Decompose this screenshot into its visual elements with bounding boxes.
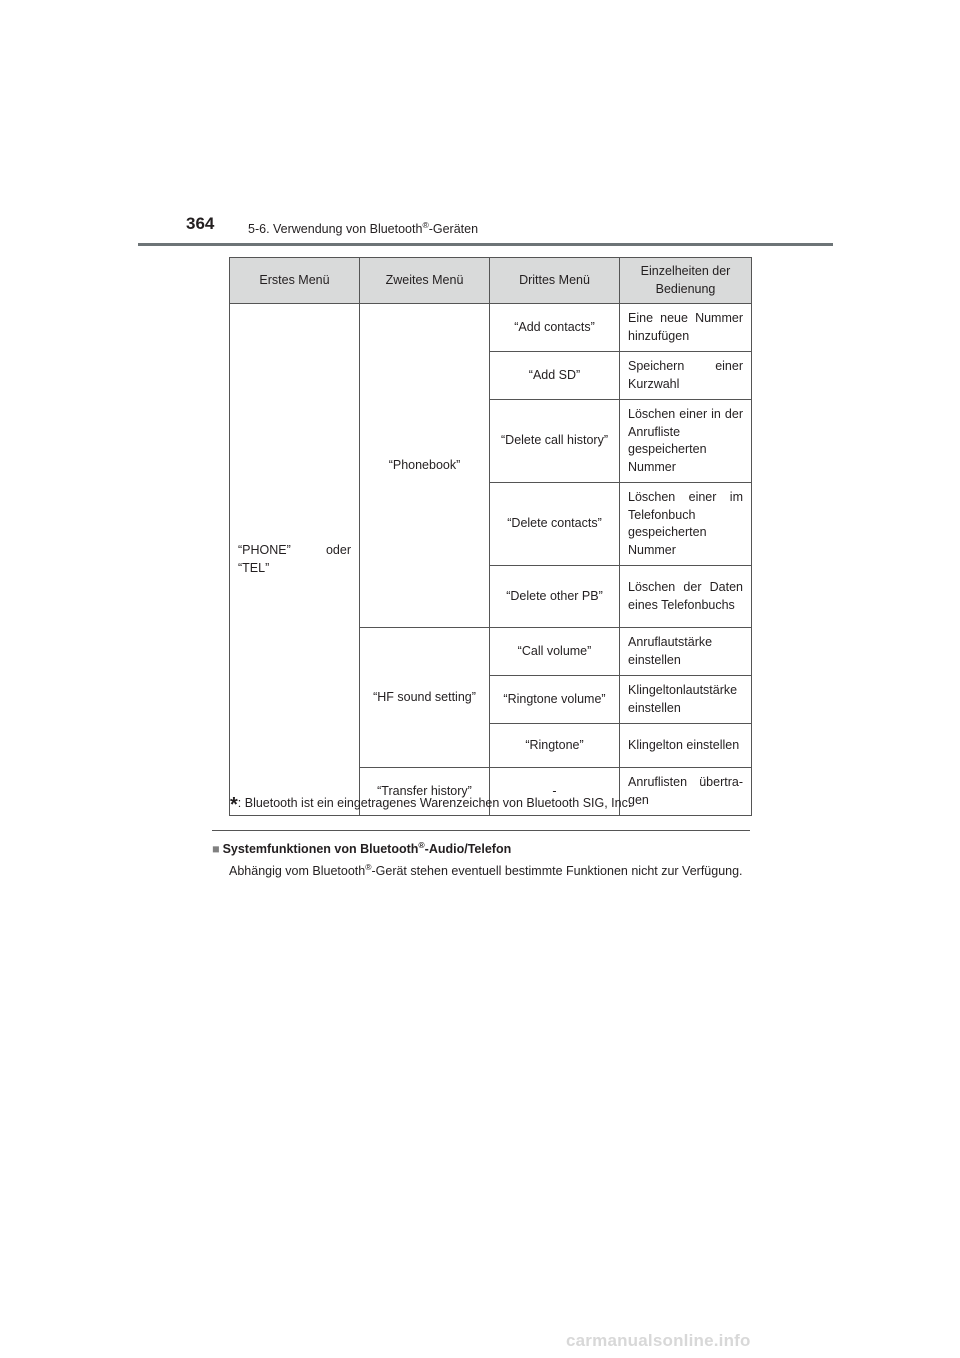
menu-table xyxy=(229,257,752,816)
header-details: Einzelheiten der Bedienung xyxy=(620,258,752,304)
section-title xyxy=(248,220,478,236)
details-cell: Anruflautstärke einstellen xyxy=(620,628,752,676)
body-paragraph xyxy=(229,858,750,881)
table-header-row xyxy=(230,258,752,304)
details-cell: Löschen der Daten eines Telefonbuchs xyxy=(620,566,752,628)
section-title-suffix: -Geräten xyxy=(428,222,479,237)
footnote-text: : Bluetooth ist ein eingetragenes Warenzeichen von Bluetooth SIG, Inc. xyxy=(237,796,632,810)
details-cell: Löschen einer im Telefonbuch gespeicherten Nummer xyxy=(620,483,752,566)
watermark: carmanualsonline.info xyxy=(566,1331,751,1350)
second-menu-transfer-history: “Transfer history” xyxy=(360,768,490,816)
registered-mark: ® xyxy=(418,840,425,850)
header-rule xyxy=(138,243,833,246)
third-menu-cell: “Delete call history” xyxy=(490,400,620,483)
registered-mark: ® xyxy=(365,862,372,872)
sub-heading-prefix: Systemfunktionen von Bluetooth xyxy=(222,842,419,857)
table-row xyxy=(230,304,752,352)
second-menu-phonebook: “Phonebook” xyxy=(360,304,490,628)
details-cell: Speichern einer Kurzwahl xyxy=(620,352,752,400)
details-cell: Eine neue Nummer hinzufügen xyxy=(620,304,752,352)
header-third-menu: Drittes Menü xyxy=(490,258,620,304)
details-cell: Klingeltonlautstärke einstellen xyxy=(620,676,752,724)
sub-heading-suffix: -Audio/Telefon xyxy=(424,842,512,857)
third-menu-cell: “Delete other PB” xyxy=(490,566,620,628)
square-bullet-icon: ■ xyxy=(212,842,220,857)
third-menu-cell: “Ringtone” xyxy=(490,724,620,768)
third-menu-cell: “Add SD” xyxy=(490,352,620,400)
details-cell: Klingelton einstellen xyxy=(620,724,752,768)
body-prefix: Abhängig vom Bluetooth xyxy=(229,864,366,879)
sub-heading xyxy=(212,840,511,856)
section-title-prefix: 5-6. Verwendung von Bluetooth xyxy=(248,222,423,237)
section-divider xyxy=(212,830,750,831)
footnote xyxy=(230,794,631,817)
header-first-menu: Erstes Menü xyxy=(230,258,360,304)
third-menu-cell: “Call volume” xyxy=(490,628,620,676)
details-cell: Löschen einer in der Anrufliste gespeicherten Nummer xyxy=(620,400,752,483)
third-menu-cell: “Delete contacts” xyxy=(490,483,620,566)
third-menu-cell: “Ringtone volume” xyxy=(490,676,620,724)
first-menu-cell: “PHONE” oder “TEL” xyxy=(230,304,360,816)
body-suffix: -Gerät stehen eventuell bestimmte Funktionen nicht zur Verfügung. xyxy=(371,864,743,879)
registered-mark: ® xyxy=(422,220,429,230)
header-second-menu: Zweites Menü xyxy=(360,258,490,304)
page-number: 364 xyxy=(186,214,215,233)
third-menu-cell: - xyxy=(490,768,620,816)
second-menu-hf-sound: “HF sound setting” xyxy=(360,628,490,768)
third-menu-cell: “Add contacts” xyxy=(490,304,620,352)
footnote-marker: * xyxy=(230,794,238,816)
details-cell: Anruflisten übertragen xyxy=(620,768,752,816)
